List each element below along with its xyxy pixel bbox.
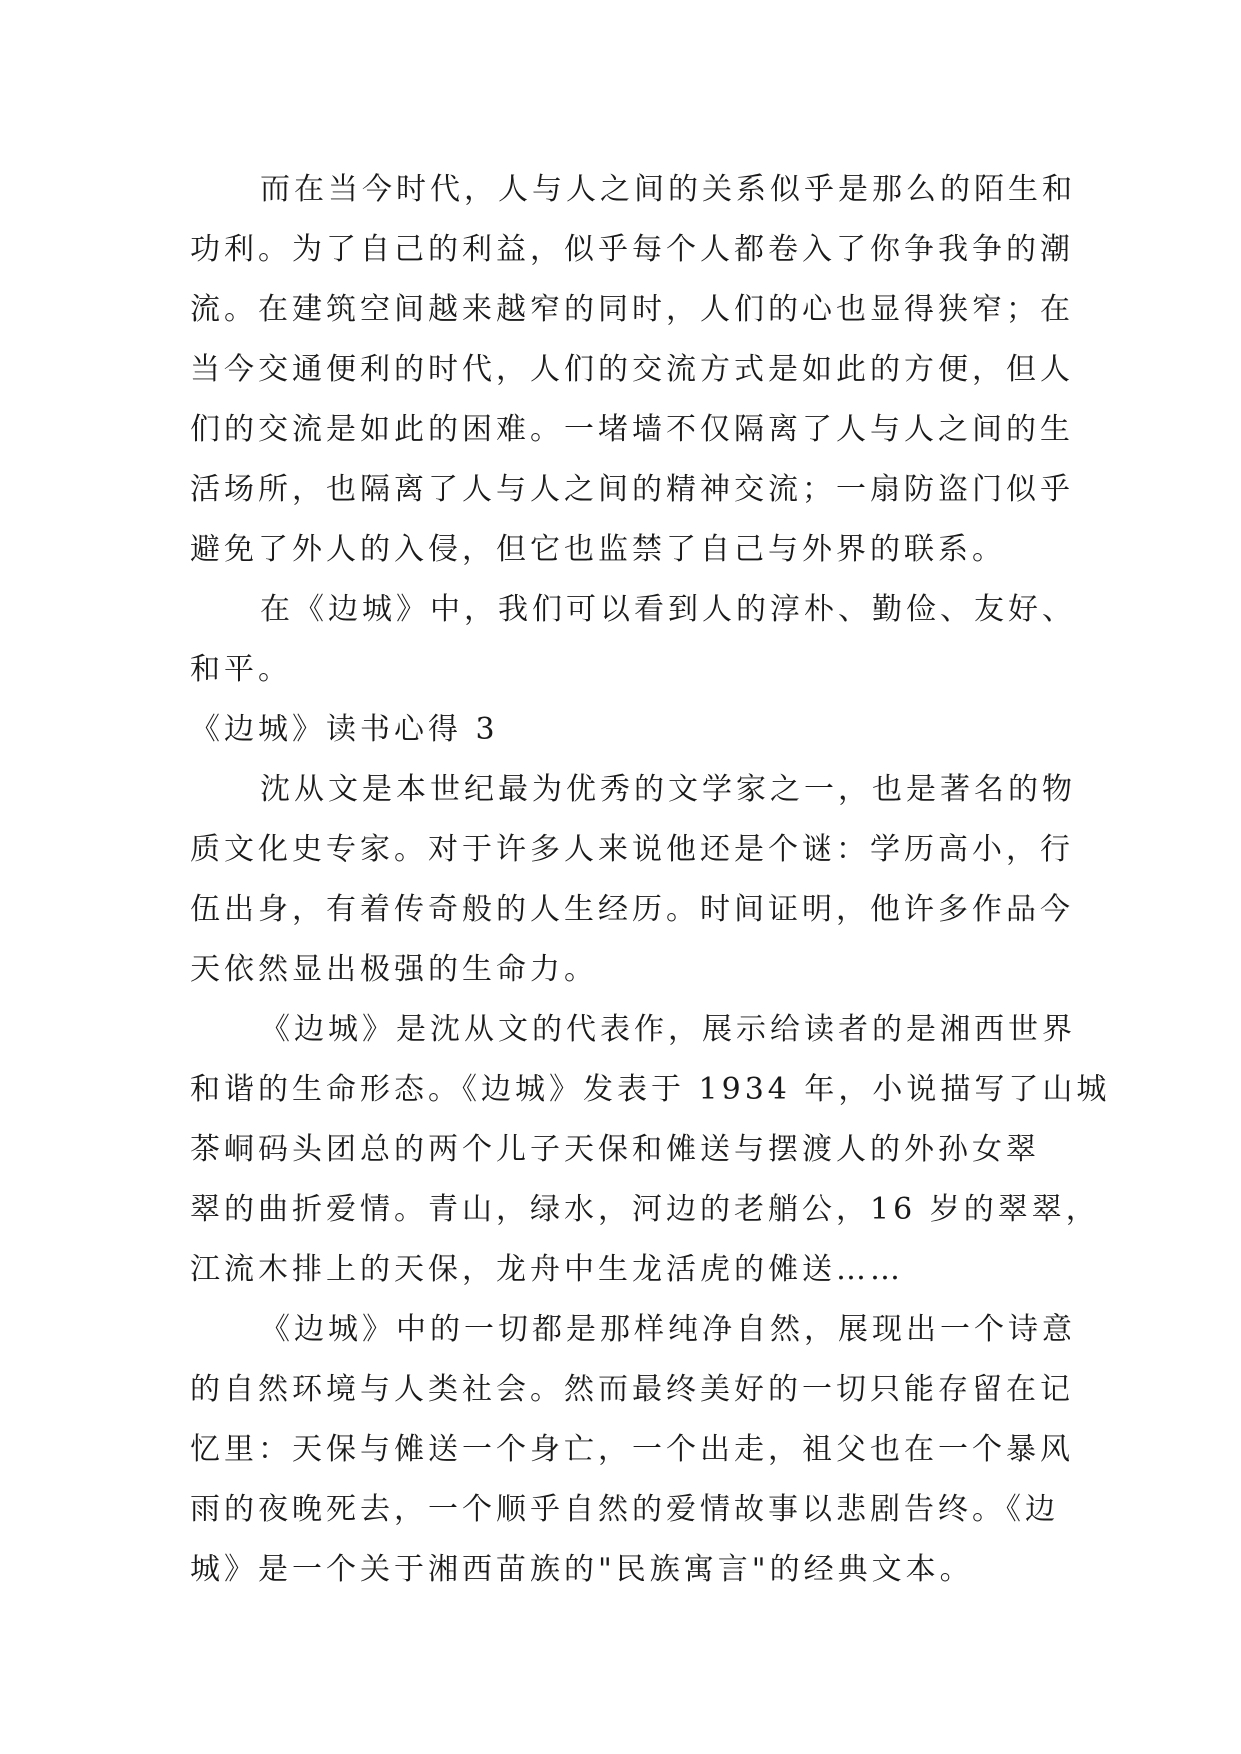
paragraph-line: 忆里：天保与傩送一个身亡，一个出走，祖父也在一个暴风 (190, 1432, 1074, 1467)
paragraph-line: 《边城》中的一切都是那样纯净自然，展现出一个诗意 (260, 1312, 1076, 1347)
paragraph-line: 们的交流是如此的困难。一堵墙不仅隔离了人与人之间的生 (190, 412, 1074, 447)
paragraph-line: 伍出身，有着传奇般的人生经历。时间证明，他许多作品今 (190, 892, 1074, 927)
paragraph-line: 翠的曲折爱情。青山，绿水，河边的老艄公，16 岁的翠翠， (190, 1192, 1100, 1227)
paragraph-line: 和谐的生命形态。《边城》发表于 1934 年，小说描写了山城 (190, 1072, 1111, 1107)
paragraph-line: 而在当今时代，人与人之间的关系似乎是那么的陌生和 (260, 172, 1076, 207)
paragraph-2 (190, 580, 1076, 700)
paragraph-line: 雨的夜晚死去，一个顺乎自然的爱情故事以悲剧告终。《边 (190, 1492, 1059, 1527)
paragraph-line: 《边城》是沈从文的代表作，展示给读者的是湘西世界 (260, 1012, 1076, 1047)
paragraph-line: 当今交通便利的时代，人们的交流方式是如此的方便，但人 (190, 352, 1074, 387)
paragraph-3 (190, 760, 1076, 1000)
document-page (190, 160, 1111, 1600)
paragraph-line: 和平。 (190, 652, 292, 687)
paragraph-1 (190, 160, 1076, 580)
paragraph-line: 江流木排上的天保，龙舟中生龙活虎的傩送…… (190, 1252, 904, 1287)
paragraph-line: 城》是一个关于湘西苗族的"民族寓言"的经典文本。 (190, 1552, 974, 1587)
paragraph-4 (190, 1000, 1111, 1300)
paragraph-line: 沈从文是本世纪最为优秀的文学家之一，也是著名的物 (260, 772, 1076, 807)
paragraph-line: 流。在建筑空间越来越窄的同时，人们的心也显得狭窄；在 (190, 292, 1074, 327)
paragraph-line: 茶峒码头团总的两个儿子天保和傩送与摆渡人的外孙女翠 (190, 1132, 1040, 1167)
paragraph-line: 活场所，也隔离了人与人之间的精神交流；一扇防盗门似乎 (190, 472, 1074, 507)
paragraph-line: 避免了外人的入侵，但它也监禁了自己与外界的联系。 (190, 532, 1006, 567)
paragraph-line: 功利。为了自己的利益，似乎每个人都卷入了你争我争的潮 (190, 232, 1074, 267)
paragraph-line: 的自然环境与人类社会。然而最终美好的一切只能存留在记 (190, 1372, 1074, 1407)
paragraph-line: 天依然显出极强的生命力。 (190, 952, 598, 987)
section-heading: 《边城》读书心得 3 (190, 712, 499, 747)
paragraph-5 (190, 1300, 1076, 1600)
paragraph-line: 质文化史专家。对于许多人来说他还是个谜：学历高小，行 (190, 832, 1074, 867)
paragraph-line: 在《边城》中，我们可以看到人的淳朴、勤俭、友好、 (260, 592, 1076, 627)
